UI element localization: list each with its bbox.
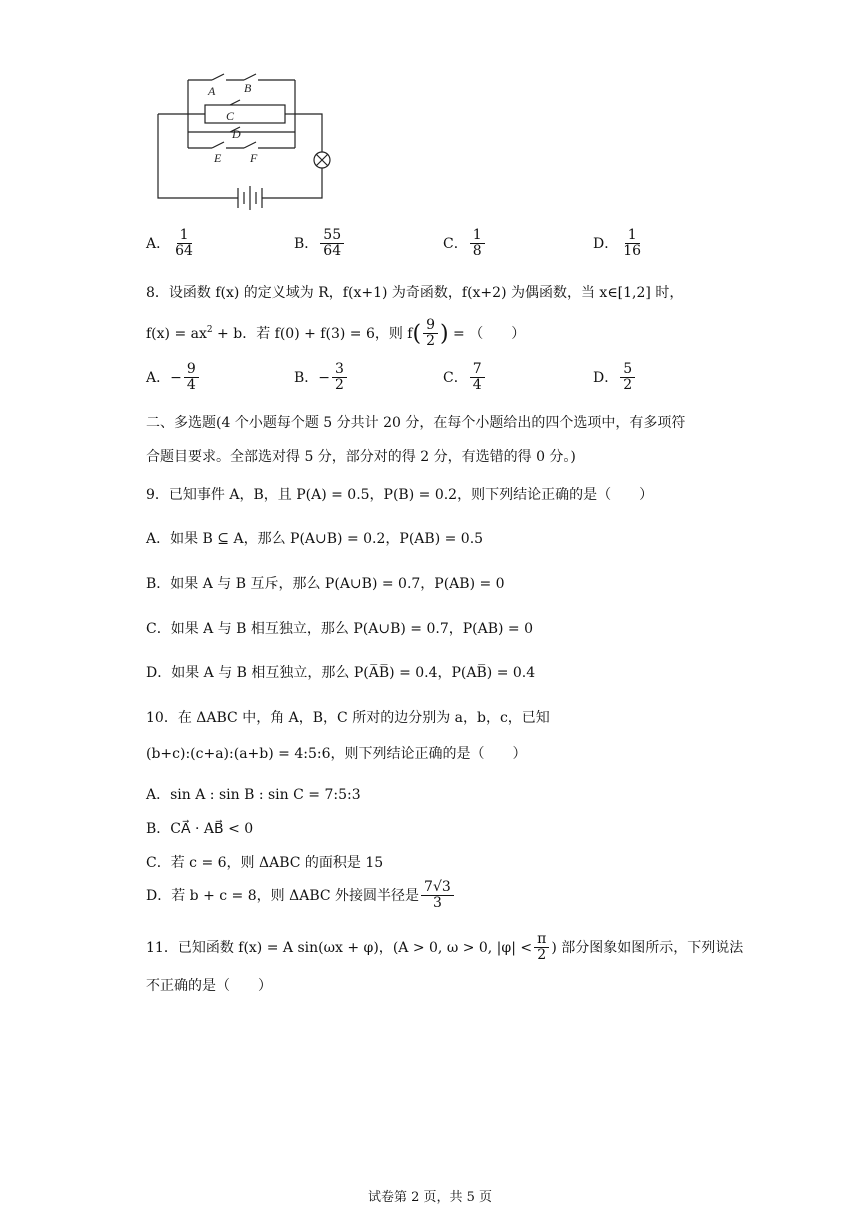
- q9-option-c: C．如果 A 与 B 相互独立，那么 P(A∪B) = 0.7，P(AB) = 0: [146, 621, 534, 637]
- q11-stem-line1: 11．已知函数 f(x) = A sin(ωx + φ)，(A > 0, ω > 0, |φ| < $\frac{\pi}{2}$ ) 部分图象如图所示，下列说法: [146, 931, 744, 964]
- q8-stem-line1: 8．设函数 f(x) 的定义域为 R，f(x+1) 为奇函数，f(x+2) 为偶函数，当 x∈[1,2] 时，: [146, 285, 684, 301]
- q10-option-d: D．若 b + c = 8，则 ΔABC 外接圆半径是 $\frac{7√3}{3}$: [146, 880, 456, 912]
- label-e: E: [214, 151, 222, 165]
- q9-option-b: B．如果 A 与 B 互斥，那么 P(A∪B) = 0.7，P(AB) = 0: [146, 576, 505, 592]
- q10-stem-line1: 10．在 ΔABC 中，角 A，B，C 所对的边分别为 a，b，c，已知: [146, 710, 550, 726]
- q8-option-c: C． $\frac{7}{4}$: [443, 362, 487, 394]
- q10-option-a: A．sin A : sin B : sin C = 7:5:3: [146, 787, 361, 803]
- q8-option-b: B．− $\frac{3}{2}$: [294, 362, 349, 394]
- q10-stem-line2: (b+c):(c+a):(a+b) = 4:5:6，则下列结论正确的是（ ）: [146, 746, 527, 762]
- q8-stem-line2: $f(x) = ax^2 + b$．若 f(0) + f(3) = 6，则 f( $\frac{9}{2}$ ) = （ ）: [146, 317, 526, 350]
- q8-option-a: A．− $\frac{9}{4}$: [146, 362, 201, 394]
- page-footer: 试卷第 2 页，共 5 页: [367, 1190, 493, 1205]
- q9-option-d: D．如果 A 与 B 相互独立，那么 P(A̅B̅) = 0.4，P(AB̅) = 0.4: [146, 665, 536, 681]
- q7-option-c: C． $\frac{1}{8}$: [443, 228, 487, 260]
- circuit-diagram: [150, 68, 350, 218]
- q8-option-d: D． $\frac{5}{2}$: [593, 362, 637, 394]
- section-heading-line1: 二、多选题(4 个小题每个题 5 分共计 20 分，在每个小题给出的四个选项中，有多项符: [146, 415, 686, 431]
- q9-stem: 9．已知事件 A，B，且 P(A) = 0.5，P(B) = 0.2，则下列结论正确的是（ ）: [146, 487, 654, 503]
- label-b: B: [244, 81, 252, 95]
- label-c: C: [226, 109, 235, 123]
- label-a: A: [208, 84, 216, 98]
- q7-option-a: A． $\frac{1}{64}$: [146, 227, 193, 260]
- section-heading-line2: 合题目要求。全部选对得 5 分，部分对的得 2 分，有选错的得 0 分。): [146, 449, 576, 465]
- q10-option-c: C．若 c = 6，则 ΔABC 的面积是 15: [146, 855, 384, 871]
- q9-option-a: A．如果 B ⊆ A，那么 P(A∪B) = 0.2，P(AB) = 0.5: [146, 531, 484, 547]
- q11-stem-line2: 不正确的是（ ）: [146, 978, 272, 994]
- label-f: F: [250, 151, 258, 165]
- q7-option-d: D． $\frac{1}{16}$: [593, 227, 642, 260]
- label-d: D: [232, 127, 241, 141]
- q7-option-b: B． $\frac{55}{64}$: [294, 228, 346, 260]
- q10-option-b: B．CA⃗ · AB⃗ < 0: [146, 821, 254, 837]
